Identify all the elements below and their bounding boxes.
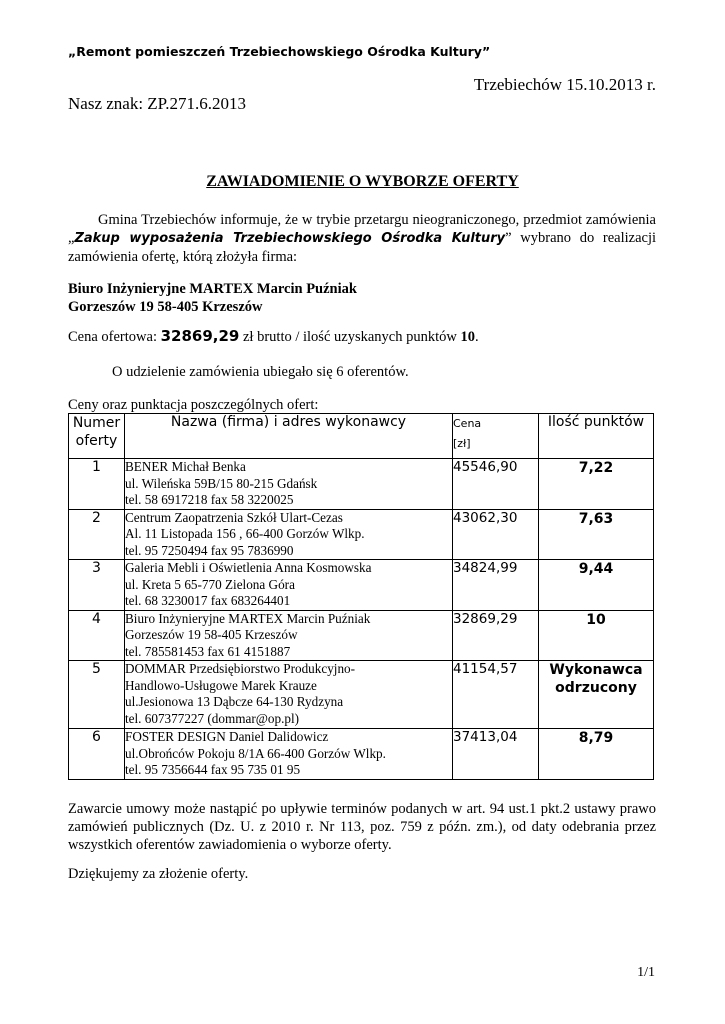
offer-points: 10: [539, 610, 654, 661]
offer-number: 5: [69, 661, 125, 729]
page-number: 1/1: [637, 965, 655, 980]
winner-name: Biuro Inżynieryjne MARTEX Marcin Puźniak: [68, 281, 357, 297]
offer-number: 1: [69, 459, 125, 510]
table-row: [69, 661, 654, 729]
offers-table: [68, 413, 654, 780]
intro-text-before: Gmina Trzebiechów informuje, że w trybie przetargu nieograniczonego, przedmiot zamówienia „: [68, 212, 656, 246]
bidder-line: tel. 58 6917218 fax 58 3220025: [125, 492, 294, 507]
bidder-info: [125, 610, 453, 661]
offer-points: 7,63: [539, 509, 654, 560]
contract-subject: Zakup wyposażenia Trzebiechowskiego Ośrodka Kultury: [74, 231, 506, 246]
offer-number: 2: [69, 509, 125, 560]
bidder-line: ul. Wileńska 59B/15 80-215 Gdańsk: [125, 475, 318, 491]
bidder-line: ul.Obrońców Pokoju 8/1A 66-400 Gorzów Wlkp.: [125, 745, 386, 761]
bidder-line: ul. Kreta 5 65-770 Zielona Góra: [125, 576, 295, 592]
price-amount: 32869,29: [160, 327, 240, 345]
bidder-line: tel. 607377227 (dommar@op.pl): [125, 710, 300, 726]
bidder-line: Galeria Mebli i Oświetlenia Anna Kosmowska: [125, 560, 372, 575]
table-row: [69, 560, 654, 611]
table-row: [69, 459, 654, 510]
bidder-line: tel. 785581453 fax 61 4151887: [125, 643, 291, 659]
offers-count: O udzielenie zamówienia ubiegało się 6 oferentów.: [112, 364, 409, 380]
winner-block: [68, 280, 357, 316]
offer-points: 9,44: [539, 560, 654, 611]
reference-number: Nasz znak: ZP.271.6.2013: [68, 94, 247, 113]
table-row: [69, 729, 654, 780]
header-number: [69, 414, 125, 459]
bidder-info: [125, 560, 453, 611]
bidder-info: [125, 509, 453, 560]
bidder-line: Centrum Zaopatrzenia Szkół Ulart-Cezas: [125, 509, 343, 525]
header-price: [453, 414, 539, 459]
table-row: [69, 509, 654, 560]
rejected-line1: Wykonawca: [549, 662, 643, 678]
bidder-info: [125, 729, 453, 780]
bidder-line: BENER Michał Benka: [125, 459, 246, 474]
header-price-line2: [zł]: [453, 437, 471, 450]
offer-points: 8,79: [539, 729, 654, 780]
intro-paragraph: [68, 211, 656, 266]
bidder-line: tel. 68 3230017 fax 683264401: [125, 593, 291, 608]
header-number-line2: oferty: [75, 433, 118, 449]
winner-address: Gorzeszów 19 58-405 Krzeszów: [68, 299, 263, 315]
price-suffix: zł brutto / ilość uzyskanych punktów: [239, 329, 461, 345]
offer-price: 34824,99: [453, 560, 539, 611]
bidder-line: Gorzeszów 19 58-405 Krzeszów: [125, 627, 298, 642]
document-header: „Remont pomieszczeń Trzebiechowskiego Ośrodka Kultury”: [68, 44, 491, 59]
offer-price: 37413,04: [453, 729, 539, 780]
bidder-line: ul.Jesionowa 13 Dąbcze 64-130 Rydzyna: [125, 694, 344, 709]
offer-number: 4: [69, 610, 125, 661]
offer-price: 41154,57: [453, 661, 539, 729]
header-price-line1: Cena: [453, 417, 482, 430]
offer-number: 3: [69, 560, 125, 611]
bidder-line: Handlowo-Usługowe Marek Krauze: [125, 677, 317, 693]
table-row: [69, 610, 654, 661]
document-date: Trzebiechów 15.10.2013 r.: [473, 75, 656, 94]
price-label: Cena ofertowa:: [68, 329, 161, 345]
bidder-info: [125, 661, 453, 729]
table-caption: Ceny oraz punktacja poszczególnych ofert:: [68, 397, 319, 413]
bidder-line: DOMMAR Przedsiębiorstwo Produkcyjno-: [125, 661, 356, 676]
header-name: Nazwa (firma) i adres wykonawcy: [125, 414, 453, 459]
thanks-line: Dziękujemy za złożenie oferty.: [68, 866, 249, 882]
table-header-row: [69, 414, 654, 459]
header-points: Ilość punktów: [539, 414, 654, 459]
bidder-line: FOSTER DESIGN Daniel Dalidowicz: [125, 729, 329, 744]
rejected-line2: odrzucony: [555, 680, 637, 696]
bidder-line: tel. 95 7250494 fax 95 7836990: [125, 542, 294, 558]
bidder-line: Al. 11 Listopada 156 , 66-400 Gorzów Wlkp.: [125, 526, 365, 541]
bidder-info: [125, 459, 453, 510]
header-number-line1: Numer: [72, 415, 121, 431]
intro-text-after: ” wybrano do realizacji zamówienia ofertę, którą złożyła firma:: [68, 230, 657, 265]
points-value: 10: [460, 329, 475, 345]
offer-price: 32869,29: [453, 610, 539, 661]
offer-points: [539, 661, 654, 729]
closing-paragraph: Zawarcie umowy może nastąpić po upływie terminów podanych w art. 94 ust.1 pkt.2 ustawy prawo zamówień publicznych (Dz. U. z 2010 r. Nr 113, poz. 759 z późn. zm.), od daty odebrania przez wszystkich oferentów zawiadomienia o wyborze oferty.: [68, 801, 656, 853]
price-end: .: [474, 329, 479, 345]
bidder-line: tel. 95 7356644 fax 95 735 01 95: [125, 762, 301, 777]
offer-price: 45546,90: [453, 459, 539, 510]
offer-points: 7,22: [539, 459, 654, 510]
price-line: [68, 327, 479, 346]
document-title: ZAWIADOMIENIE O WYBORZE OFERTY: [206, 173, 519, 190]
offer-number: 6: [69, 729, 125, 780]
offer-price: 43062,30: [453, 509, 539, 560]
bidder-line: Biuro Inżynieryjne MARTEX Marcin Puźniak: [125, 610, 371, 626]
